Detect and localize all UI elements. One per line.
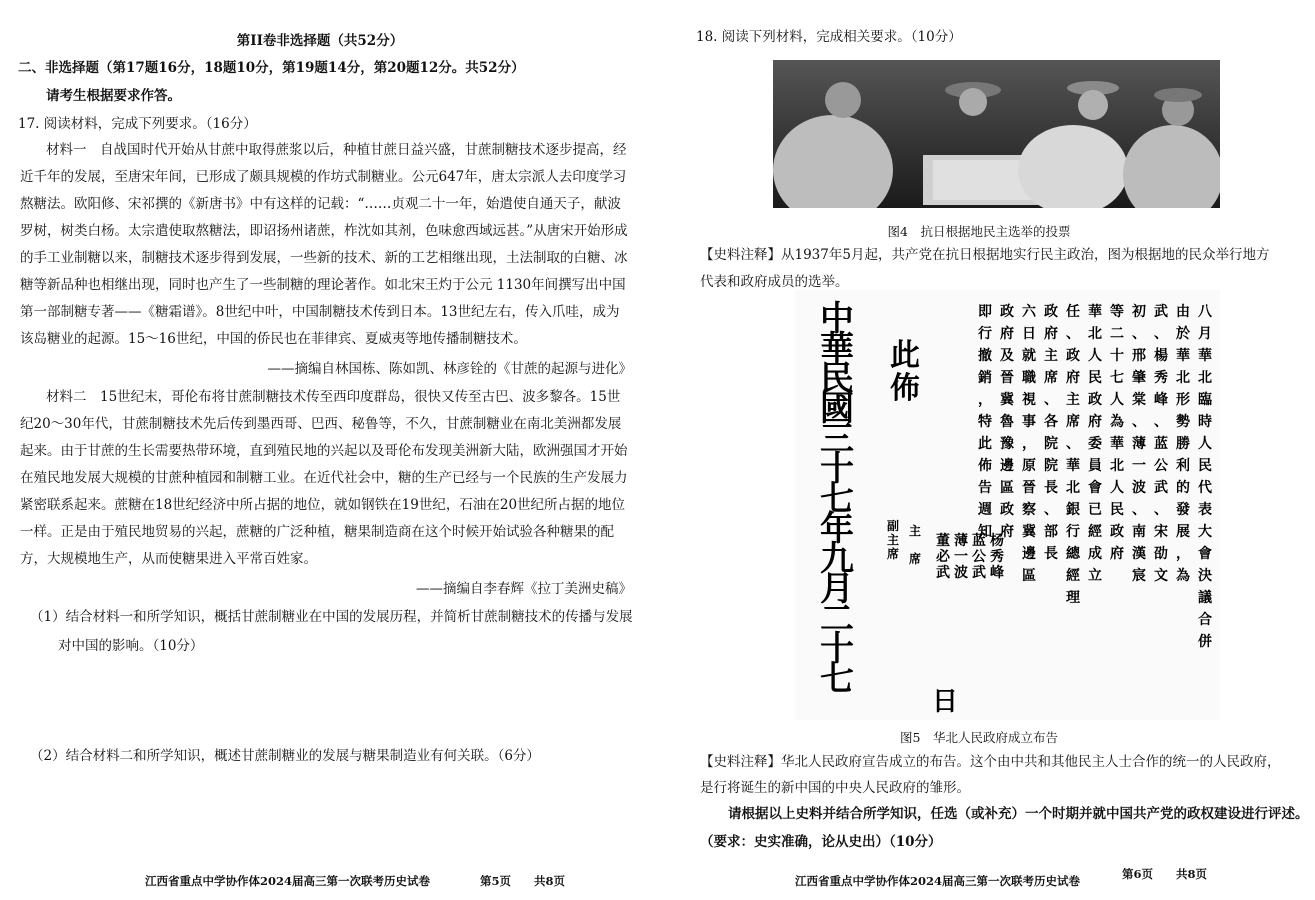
proclamation-body-char: 秀 [1154,370,1168,386]
proclamation-label-char: 主 [908,524,922,538]
proclamation-name-char: 公 [972,549,986,565]
proclamation-body-char: 區 [1022,568,1036,584]
proclamation-body-char: 蓝 [1154,436,1168,452]
proclamation-body-char: 銀 [1066,502,1080,518]
proclamation-body-char: 華 [1198,348,1212,364]
proclamation-date-char: 民 [820,359,854,399]
proclamation-date-char: 十 [820,629,854,669]
proclamation-body-char: 發 [1176,502,1190,518]
proclamation-body-char: 會 [1198,546,1212,562]
q18-header: 18. 阅读下列材料，完成相关要求。（10分） [696,29,962,45]
subquestion-1: （1）结合材料一和所学知识，概括甘蔗制糖业在中国的发展历程，并简析甘蔗制糖技术的传播与发展 [30,609,633,625]
proclamation-body-char: ， [1176,546,1190,562]
proclamation-body-char: 大 [1198,524,1212,540]
proclamation-body-char: 院 [1044,436,1058,452]
proclamation-body-char: 立 [1088,568,1102,584]
proclamation-body-char: 長 [1044,546,1058,562]
proclamation-body-char: 時 [1198,414,1212,430]
proclamation-body-char: 利 [1176,458,1190,474]
proclamation-body-char: 合 [1198,612,1212,628]
proclamation-name-char: 波 [954,565,968,581]
proclamation-body-char: ， [1022,436,1036,452]
proclamation-body-char: 日 [1022,326,1036,342]
proclamation-body-char: 政 [1066,348,1080,364]
proclamation-body-char: 表 [1198,502,1212,518]
proclamation-body-char: 人 [1110,480,1124,496]
proclamation-name-char: 一 [954,549,968,565]
proclamation-body-char: 、 [1154,326,1168,342]
figure-4-caption: 图4 抗日根据地民主选举的投票 [887,224,1071,239]
proclamation-body-char: 漢 [1132,546,1146,562]
proclamation-body-char: 知 [978,524,992,540]
proclamation-body-char: 主 [1066,392,1080,408]
proclamation-body-char: 、 [1044,502,1058,518]
proclamation-body-char: 長 [1044,480,1058,496]
proclamation-body-char: 及 [1000,348,1014,364]
exam-page-6 [660,0,1315,900]
proclamation-label-char: 席 [886,547,900,561]
note-2-cont: 是行将诞生的新中国的中央人民政府的雏形。 [700,780,970,796]
proclamation-body-char: 文 [1154,568,1168,584]
proclamation-body-char: 肇 [1132,370,1146,386]
proclamation-date-char: 七 [820,479,854,519]
proclamation-body-char: 人 [1110,392,1124,408]
proclamation-body-char: 等 [1110,304,1124,320]
proclamation-body-char: 各 [1044,414,1058,430]
proclamation-date-char: 中 [820,299,854,339]
material-1-source: ——摘编自林国栋、陈如凯、林彦铨的《甘蔗的起源与进化》 [267,361,632,377]
proclamation-body-char: 十 [1110,348,1124,364]
proclamation-body-char: 人 [1088,348,1102,364]
footer-page-number: 第5页 共8页 [480,874,566,888]
proclamation-body-char: 視 [1022,392,1036,408]
proclamation-body-char: 晉 [1000,370,1014,386]
proclamation-body-char: 、 [1132,326,1146,342]
proclamation-body-char: 一 [1132,458,1146,474]
proclamation-name-char: 必 [936,549,950,565]
proclamation-body-char: 併 [1198,634,1212,650]
proclamation-date-char: 十 [820,449,854,489]
proclamation-body-char: ， [978,392,992,408]
proclamation-body-char: 席 [1044,370,1058,386]
proclamation-body-char: 任 [1066,304,1080,320]
footer-page-number: 第6页 共8页 [1122,867,1208,881]
proclamation-body-char: 府 [1088,414,1102,430]
proclamation-body-char: 於 [1176,326,1190,342]
proclamation-body-char: 由 [1176,304,1190,320]
proclamation-body-char: 華 [1176,348,1190,364]
proclamation-body-char: 主 [1044,348,1058,364]
proclamation-body-char: 冀 [1022,524,1036,540]
proclamation-name-char: 杨 [990,533,1004,549]
proclamation-body-char: 民 [1198,458,1212,474]
proclamation-body-char: 行 [978,326,992,342]
proclamation-body-char: 冀 [1000,392,1014,408]
proclamation-body-char: 華 [1110,436,1124,452]
proclamation-body-char: 邊 [1022,546,1036,562]
proclamation-body-char: 政 [1000,502,1014,518]
proclamation-body-char: 原 [1022,458,1036,474]
proclamation-body-char: 宸 [1132,568,1146,584]
proclamation-name-char: 蓝 [972,533,986,549]
proclamation-body-char: 公 [1154,458,1168,474]
task-requirement: （要求：史实准确，论从史出）（10分） [700,834,942,850]
proclamation-body-char: 勝 [1176,436,1190,452]
exam-page-5 [0,0,650,900]
proclamation-date-char: 七 [820,659,854,699]
proclamation-body-char: 邢 [1132,348,1146,364]
proclamation-body-char: 勢 [1176,414,1190,430]
q17-header: 17. 阅读材料，完成下列要求。（16分） [18,116,257,132]
proclamation-body-char: 已 [1088,502,1102,518]
proclamation-body-char: 薄 [1132,436,1146,452]
proclamation-date-char: 國 [820,389,854,429]
voting-photo [773,60,1220,208]
proclamation-body-char: 週 [978,502,992,518]
proclamation-name-char: 武 [936,565,950,581]
proclamation-body-char: 佈 [978,458,992,474]
figure-5-caption: 图5 华北人民政府成立布告 [900,730,1058,745]
proclamation-body-char: 八 [1198,304,1212,320]
proclamation-body-char: 會 [1088,480,1102,496]
proclamation-body-char: 月 [1198,326,1212,342]
proclamation-body-char: 臨 [1198,392,1212,408]
proclamation-body-char: 北 [1088,326,1102,342]
section-title: 第II卷非选择题（共52分） [236,33,404,49]
proclamation-body-char: 人 [1198,436,1212,452]
proclamation-body-char: 北 [1198,370,1212,386]
proclamation-body-char: 、 [1044,392,1058,408]
proclamation-date-char: 三 [820,419,854,459]
proclamation-body-char: 院 [1044,458,1058,474]
proclamation-body-char: 理 [1066,590,1080,606]
proclamation-label-char: 席 [908,552,922,566]
proclamation-body-char: 府 [1044,326,1058,342]
proclamation-date-char: 九 [820,539,854,579]
proclamation-body-char: 總 [1066,546,1080,562]
proclamation-body-char: 棠 [1132,392,1146,408]
proclamation-body-char: 就 [1022,348,1036,364]
proclamation-date-char: 年 [820,509,854,549]
proclamation-body-char: 、 [1154,502,1168,518]
proclamation-body-char: 初 [1132,304,1146,320]
proclamation-body-char: 察 [1022,502,1036,518]
proclamation-body-char: 為 [1110,414,1124,430]
proclamation-body-char: 二 [1110,326,1124,342]
proclamation-body-char: 經 [1066,568,1080,584]
proclamation-body-char: 、 [1154,414,1168,430]
proclamation-date-char: 華 [820,329,854,369]
proclamation-body-char: 邊 [1000,458,1014,474]
proclamation-body-char: 成 [1088,546,1102,562]
proclamation-body-char: 政 [1044,304,1058,320]
proclamation-body-char: 為 [1176,568,1190,584]
proclamation-body-char: 此 [978,436,992,452]
proclamation-name-char: 武 [972,565,986,581]
material-1: 材料一 自战国时代开始从甘蔗中取得蔗浆以后，种植甘蔗日益兴盛，甘蔗制糖技术逐步提高，经近千年的发展，至唐宋年间，已形成了颇具规模的作坊式制糖业。公元647年，唐太宗派人去印度学习熬糖法。欧阳修、宋祁撰的《新唐书》中有这样的记载：“……贞观二十一年，始遣使自通天子，献波罗树，树类白杨。太宗遣使取熬糖法，即诏扬州诸蔗，柞沈如其剂，色味愈西域远甚。”从唐宋开始形成的手工业制糖以来，制糖技术逐步得到发展，一些新的技术、新的工艺相继出现，土法制取的白糖、冰糖等新品种也相继出现，同时也产生了一些制糖的理论著作。如北宋王灼于公元 1130年间撰写出中国第一部制糖专著——《糖霜谱》。8世纪中叶，中国制糖技术传到日本。13世纪左右，传入爪哇，成为该岛糖业的起源。15～16世纪，中国的侨民也在菲律宾、夏威夷等地传播制糖技术。 [20,142,628,347]
proclamation-body-char: 民 [1110,502,1124,518]
proclamation-text-svg [795,290,1220,720]
voting-scene-image [773,60,1220,208]
note-1-cont: 代表和政府成员的选举。 [700,274,849,290]
proclamation-body-char: 議 [1198,590,1212,606]
proclamation-body-char: 席 [1066,414,1080,430]
proclamation-body-char: 特 [978,414,992,430]
proclamation-body-char: 撤 [978,348,992,364]
proclamation-body-char: 七 [1110,370,1124,386]
proclamation-name-char: 薄 [954,533,968,549]
proclamation-body-char: 波 [1132,480,1146,496]
proclamation-body-char: 職 [1022,370,1036,386]
proclamation-body-char: 員 [1088,458,1102,474]
proclamation-body-char: 魯 [1000,414,1014,430]
proclamation-body-char: 事 [1022,414,1036,430]
proclamation-body-char: 北 [1066,480,1080,496]
proclamation-body-char: 、 [1066,436,1080,452]
proclamation-body-char: 南 [1132,524,1146,540]
proclamation-name-char: 秀 [990,549,1004,565]
proclamation-body-char: 決 [1198,568,1212,584]
proclamation-body-char: 華 [1066,458,1080,474]
proclamation-body-char: 部 [1044,524,1058,540]
proclamation-body-char: 府 [1000,326,1014,342]
proclamation-body-char: 、 [1066,326,1080,342]
proclamation-body-char: 代 [1198,480,1212,496]
proclamation-body-char: 的 [1176,480,1190,496]
material-2-source: ——摘编自李春辉《拉丁美洲史稿》 [416,581,632,597]
proclamation-body-char: 府 [1110,546,1124,562]
proclamation-body-char: 經 [1088,524,1102,540]
proclamation-label-char: 副 [886,519,900,533]
proclamation-body-char: 區 [1000,480,1014,496]
note-2: 【史料注释】华北人民政府宣告成立的布告。这个由中共和其他民主人士合作的统一的人民政府， [700,754,1281,770]
proclamation-body-char: 民 [1088,370,1102,386]
proclamation-label-char: 主 [886,533,900,547]
proclamation-label-char [909,538,921,552]
proclamation-body-char: 豫 [1000,436,1014,452]
proclamation-body-char: 劭 [1154,546,1168,562]
proclamation-body-char: 政 [1000,304,1014,320]
material-2: 材料二 15世纪末，哥伦布将甘蔗制糖技术传至西印度群岛，很快又传至古巴、波多黎各。15世纪20～30年代，甘蔗制糖技术先后传到墨西哥、巴西、秘鲁等，不久，甘蔗制糖业在南北美洲都发展起来。由于甘蔗的生长需要热带环境，直到殖民地的兴起以及哥伦布发现美洲新大陆，欧洲强国才开始在殖民地发展大规模的甘蔗种植园和制糖工业。在近代社会中，糖的生产已经与一个民族的生产发展力紧密联系起来。蔗糖在18世纪经济中所占据的地位，就如钢铁在19世纪，石油在20世纪所占据的地位一样。正是由于殖民地贸易的兴起，蔗糖的广泛种植，糖果制造商在这个时候开始试验各种糖果的配方，大规模地生产，从而使糖果进入平常百姓家。 [20,389,628,567]
proclamation-body-char: 府 [1000,524,1014,540]
proclamation-body-char: 晉 [1022,480,1036,496]
proclamation-body-char: 武 [1154,480,1168,496]
proclamation-body-char: 宋 [1154,524,1168,540]
proclamation-body-char: 告 [978,480,992,496]
instruction: 请考生根据要求作答。 [46,88,181,104]
proclamation-body-char: 北 [1110,458,1124,474]
proclamation-body-char: 行 [1066,524,1080,540]
proclamation-image [795,290,1220,720]
proclamation-body-char: 政 [1110,524,1124,540]
proclamation-date-char: 二 [820,599,854,639]
proclamation-body-char: 形 [1176,392,1190,408]
proclamation-body-char: 六 [1022,304,1036,320]
note-1: 【史料注释】从1937年5月起，共产党在抗日根据地实行民主政治，图为根据地的民众举行地方 [700,247,1270,263]
proclamation-body-char: 委 [1088,436,1102,452]
subquestion-2: （2）结合材料二和所学知识，概述甘蔗制糖业的发展与糖果制造业有何关联。（6分） [30,748,540,764]
proclamation-body-char: 展 [1176,524,1190,540]
proclamation-day-char: 日 [931,687,959,717]
task-instruction: 请根据以上史料并结合所学知识，任选（或补充）一个时期并就中国共产党的政权建设进行评述。 [728,806,1309,822]
proclamation-name-char: 峰 [990,565,1004,581]
proclamation-body-char: 、 [1132,414,1146,430]
proclamation-body-char: 府 [1066,370,1080,386]
proclamation-body-char: 、 [1132,502,1146,518]
proclamation-body-char: 銷 [978,370,992,386]
subquestion-1-cont: 对中国的影响。（10分） [58,638,204,654]
part-heading: 二、非选择题（第17题16分，18题10分，第19题14分，第20题12分。共52分） [18,60,525,76]
proclamation-body-char: 武 [1154,304,1168,320]
proclamation-body-char: 政 [1088,392,1102,408]
proclamation-body-char: 峰 [1154,392,1168,408]
proclamation-body-char: 楊 [1154,348,1168,364]
proclamation-body-char: 即 [978,304,992,320]
proclamation-body-char: 北 [1176,370,1190,386]
proclamation-name-char: 董 [936,533,950,549]
footer-title: 江西省重点中学协作体2024届高三第一次联考历史试卷 [145,874,431,888]
proclamation-heading-char: 此 [890,338,920,373]
proclamation-heading-char: 佈 [890,371,920,406]
proclamation-body-char: 華 [1088,304,1102,320]
proclamation-date-char: 月 [820,569,854,609]
footer-title: 江西省重点中学协作体2024届高三第一次联考历史试卷 [795,874,1081,888]
